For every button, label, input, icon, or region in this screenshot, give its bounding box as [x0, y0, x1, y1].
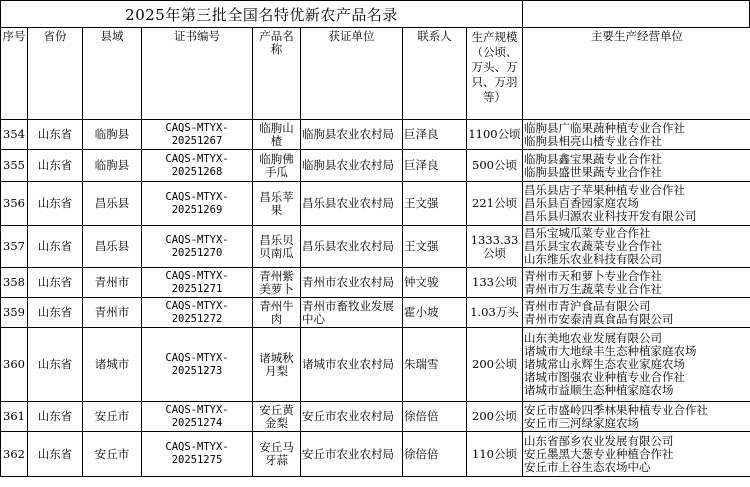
row-scale: 133公顷 — [467, 268, 523, 298]
document-title: 2025年第三批全国名特优新农产品名录 — [0, 0, 522, 28]
row-scale: 110公顷 — [467, 432, 523, 477]
header-province: 省份 — [28, 28, 83, 120]
row-producers — [523, 226, 750, 268]
row-contact: 巨泽良 — [403, 120, 467, 150]
row-cert — [142, 328, 253, 402]
producer-name: 临朐县鑫宝果蔬专业合作社 — [524, 151, 662, 166]
producer-name: 临朐县广临果蔬种植专业合作社 — [524, 120, 685, 135]
row-no: 359 — [1, 298, 28, 328]
row-county: 安丘市 — [83, 432, 142, 477]
producer-name: 青州市青沪食品有限公司 — [524, 298, 651, 313]
producer-name: 昌乐县店子苹果种植专业合作社 — [524, 183, 685, 197]
row-producers — [523, 328, 750, 402]
cert-number: 20251268 — [171, 165, 223, 178]
row-producers — [523, 182, 750, 226]
row-no: 361 — [1, 402, 28, 432]
header-producers: 主要生产经营单位 — [523, 28, 750, 120]
row-product: 青州牛肉 — [253, 298, 301, 328]
header-no: 序号 — [1, 28, 28, 120]
producer-name: 安丘市三河绿家庭农场 — [524, 415, 639, 430]
producer-name: 山东维乐农业科技有限公司 — [524, 252, 662, 266]
row-contact: 徐倍倍 — [403, 432, 467, 477]
row-province: 山东省 — [28, 298, 83, 328]
row-unit: 昌乐县农业农村局 — [301, 182, 403, 226]
producer-name: 山东美地农业发展有限公司 — [524, 331, 662, 345]
row-no: 357 — [1, 226, 28, 268]
producer-name: 诸城常山永辉生态农业家庭农场 — [524, 357, 685, 371]
row-contact: 王文强 — [403, 226, 467, 268]
row-county: 临朐县 — [83, 150, 142, 182]
row-producers — [523, 432, 750, 477]
row-contact: 徐倍倍 — [403, 402, 467, 432]
row-contact: 朱瑞雪 — [403, 328, 467, 402]
row-cert — [142, 226, 253, 268]
row-scale: 1.03万头 — [467, 298, 523, 328]
header-row — [1, 28, 750, 120]
product-table — [0, 27, 750, 477]
row-county: 安丘市 — [83, 402, 142, 432]
table-row — [1, 120, 750, 150]
row-product: 昌乐苹果 — [253, 182, 301, 226]
row-product: 昌乐贝贝南瓜 — [253, 226, 301, 268]
row-county: 昌乐县 — [83, 182, 142, 226]
header-cert: 证书编号 — [142, 28, 253, 120]
row-product: 临朐佛手瓜 — [253, 150, 301, 182]
row-unit: 昌乐县农业农村局 — [301, 226, 403, 268]
cert-number: 20251270 — [171, 246, 223, 259]
cert-number: 20251272 — [171, 312, 223, 325]
row-province: 山东省 — [28, 402, 83, 432]
producer-name: 临朐县相亮山楂专业合作社 — [524, 133, 662, 148]
row-no: 358 — [1, 268, 28, 298]
table-row — [1, 328, 750, 402]
producer-name: 青州市万生蔬菜专业合作社 — [524, 281, 662, 296]
row-unit: 青州市畜牧业发展中心 — [301, 298, 403, 328]
table-row — [1, 402, 750, 432]
header-contact: 联系人 — [403, 28, 467, 120]
cert-prefix: CAQS-MTYX- — [165, 441, 229, 453]
header-county: 县域 — [83, 28, 142, 120]
row-province: 山东省 — [28, 432, 83, 477]
producer-name: 诸城市大地绿丰生态种植家庭农场 — [524, 344, 697, 358]
cert-prefix: CAQS-MTYX- — [165, 152, 229, 165]
table-row — [1, 150, 750, 182]
cert-prefix: CAQS-MTYX- — [165, 403, 229, 416]
producer-name: 青州市安泰清真食品有限公司 — [524, 311, 674, 326]
row-unit: 临朐县农业农村局 — [301, 150, 403, 182]
row-province: 山东省 — [28, 268, 83, 298]
row-cert — [142, 120, 253, 150]
table-row — [1, 432, 750, 477]
row-unit: 安丘市农业农村局 — [301, 432, 403, 477]
row-producers — [523, 402, 750, 432]
cert-number: 20251271 — [171, 282, 223, 295]
row-product: 青州紫美萝卜 — [253, 268, 301, 298]
producer-name: 安丘墨黑大葱专业种植合作社 — [524, 446, 674, 461]
cert-number: 20251267 — [171, 134, 223, 147]
row-county: 昌乐县 — [83, 226, 142, 268]
row-product: 安丘马牙蒜 — [253, 432, 301, 477]
row-scale: 200公顷 — [467, 402, 523, 432]
row-no: 362 — [1, 432, 28, 477]
row-cert — [142, 298, 253, 328]
table-row — [1, 298, 750, 328]
producer-name: 诸城市益顺生态种植家庭农场 — [524, 383, 674, 397]
header-product: 产品名称 — [253, 28, 301, 120]
row-producers — [523, 150, 750, 182]
producer-name: 昌乐县百香园家庭农场 — [524, 196, 639, 210]
row-county: 临朐县 — [83, 120, 142, 150]
producer-name: 安丘市上谷生态农场中心 — [524, 459, 651, 474]
row-province: 山东省 — [28, 182, 83, 226]
producer-name: 临朐县盛世果蔬专业合作社 — [524, 164, 662, 179]
header-scale: 生产规模（公顷、万头、万只、万羽等） — [467, 28, 523, 120]
row-province: 山东省 — [28, 226, 83, 268]
row-no: 360 — [1, 328, 28, 402]
row-unit: 诸城市农业农村局 — [301, 328, 403, 402]
producer-name: 昌乐县宝农蔬菜专业合作社 — [524, 239, 662, 253]
producer-name: 昌乐县归源农业科技开发有限公司 — [524, 209, 697, 223]
cert-number: 20251274 — [171, 416, 223, 429]
row-contact: 王文强 — [403, 182, 467, 226]
row-contact: 钟文骏 — [403, 268, 467, 298]
cert-prefix: CAQS-MTYX- — [165, 121, 229, 134]
row-contact: 霍小坡 — [403, 298, 467, 328]
row-cert — [142, 432, 253, 477]
row-county: 诸城市 — [83, 328, 142, 402]
row-unit: 安丘市农业农村局 — [301, 402, 403, 432]
row-county: 青州市 — [83, 298, 142, 328]
producer-name: 安丘市盛岭四季林果种植专业合作社 — [524, 402, 708, 417]
row-scale: 500公顷 — [467, 150, 523, 182]
row-scale: 200公顷 — [467, 328, 523, 402]
producer-name: 诸城市图强农业种植专业合作社 — [524, 370, 685, 384]
cert-prefix: CAQS-MTYX- — [165, 269, 229, 282]
header-unit: 获证单位 — [301, 28, 403, 120]
cert-prefix: CAQS-MTYX- — [165, 299, 229, 312]
row-no: 355 — [1, 150, 28, 182]
row-unit: 青州市农业农村局 — [301, 268, 403, 298]
cert-number: 20251269 — [171, 203, 223, 216]
producer-name: 山东省郚乡农业发展有限公司 — [524, 433, 674, 448]
row-scale: 221公顷 — [467, 182, 523, 226]
row-producers — [523, 120, 750, 150]
cert-prefix: CAQS-MTYX- — [165, 233, 229, 246]
row-province: 山东省 — [28, 120, 83, 150]
row-cert — [142, 150, 253, 182]
row-cert — [142, 268, 253, 298]
row-producers — [523, 268, 750, 298]
row-product: 临朐山楂 — [253, 120, 301, 150]
row-scale: 1333.33公顷 — [467, 226, 523, 268]
table-row — [1, 268, 750, 298]
row-no: 356 — [1, 182, 28, 226]
title-blank-cell — [522, 0, 750, 28]
cert-prefix: CAQS-MTYX- — [165, 351, 229, 364]
row-contact: 巨泽良 — [403, 150, 467, 182]
row-unit: 临朐县农业农村局 — [301, 120, 403, 150]
producer-name: 昌乐宝城瓜菜专业合作社 — [524, 226, 651, 240]
row-scale: 1100公顷 — [467, 120, 523, 150]
row-county: 青州市 — [83, 268, 142, 298]
cert-prefix: CAQS-MTYX- — [165, 190, 229, 203]
row-province: 山东省 — [28, 150, 83, 182]
cert-number: 20251273 — [171, 364, 223, 377]
row-cert — [142, 402, 253, 432]
row-product: 安丘黄金梨 — [253, 402, 301, 432]
row-no: 354 — [1, 120, 28, 150]
producer-name: 青州市天和萝卜专业合作社 — [524, 268, 662, 283]
table-row — [1, 182, 750, 226]
row-producers — [523, 298, 750, 328]
cert-number: 20251275 — [171, 454, 223, 466]
row-product: 诸城秋月梨 — [253, 328, 301, 402]
table-row — [1, 226, 750, 268]
row-province: 山东省 — [28, 328, 83, 402]
row-cert — [142, 182, 253, 226]
